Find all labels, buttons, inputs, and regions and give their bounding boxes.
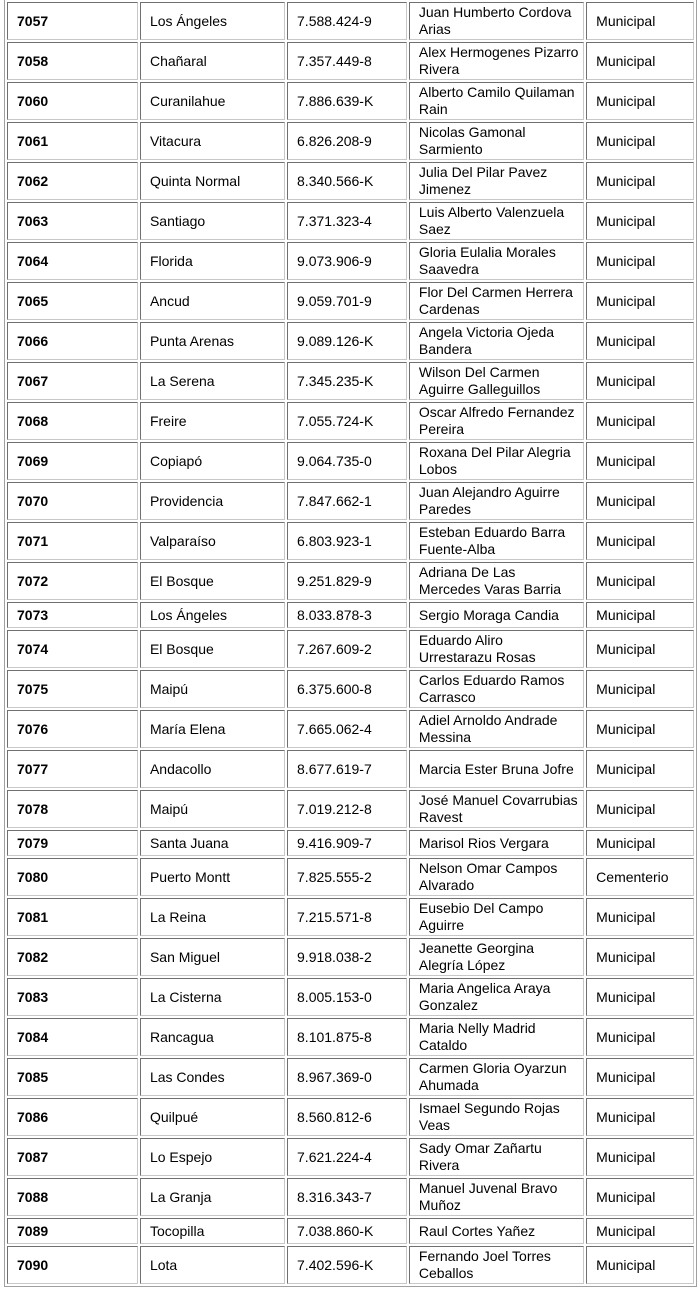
record-type-cell: Municipal (586, 82, 694, 120)
table-row (7, 1246, 694, 1284)
record-type-cell: Municipal (586, 830, 694, 856)
record-id-cell: 7062 (7, 162, 138, 200)
comuna-cell: Santiago (140, 202, 285, 240)
rut-cell: 7.357.449-8 (287, 42, 407, 80)
record-id-cell: 7089 (7, 1218, 138, 1244)
table-row (7, 710, 694, 748)
person-name-cell: Alberto Camilo Quilaman Rain (409, 82, 584, 120)
comuna-cell: Maipú (140, 790, 285, 828)
table-row (7, 122, 694, 160)
person-name-cell: Julia Del Pilar Pavez Jimenez (409, 162, 584, 200)
table-row (7, 938, 694, 976)
person-name-cell: Oscar Alfredo Fernandez Pereira (409, 402, 584, 440)
person-name-cell: Eduardo Aliro Urrestarazu Rosas (409, 630, 584, 668)
record-type-cell: Municipal (586, 790, 694, 828)
record-type-cell: Municipal (586, 978, 694, 1016)
comuna-cell: Providencia (140, 482, 285, 520)
comuna-cell: La Granja (140, 1178, 285, 1216)
table-row (7, 242, 694, 280)
table-row (7, 42, 694, 80)
record-type-cell: Municipal (586, 898, 694, 936)
person-name-cell: Gloria Eulalia Morales Saavedra (409, 242, 584, 280)
comuna-cell: Copiapó (140, 442, 285, 480)
record-id-cell: 7088 (7, 1178, 138, 1216)
record-id-cell: 7072 (7, 562, 138, 600)
rut-cell: 7.038.860-K (287, 1218, 407, 1244)
record-type-cell: Municipal (586, 938, 694, 976)
comuna-cell: Tocopilla (140, 1218, 285, 1244)
record-id-cell: 7090 (7, 1246, 138, 1284)
record-type-cell: Municipal (586, 402, 694, 440)
rut-cell: 8.560.812-6 (287, 1098, 407, 1136)
record-id-cell: 7067 (7, 362, 138, 400)
record-id-cell: 7073 (7, 602, 138, 628)
comuna-cell: Las Condes (140, 1058, 285, 1096)
comuna-cell: Andacollo (140, 750, 285, 788)
record-id-cell: 7061 (7, 122, 138, 160)
record-type-cell: Municipal (586, 282, 694, 320)
record-type-cell: Municipal (586, 670, 694, 708)
person-name-cell: Sergio Moraga Candia (409, 602, 584, 628)
rut-cell: 8.033.878-3 (287, 602, 407, 628)
table-row (7, 898, 694, 936)
record-type-cell: Municipal (586, 1098, 694, 1136)
rut-cell: 8.005.153-0 (287, 978, 407, 1016)
table-row (7, 630, 694, 668)
table-row (7, 1178, 694, 1216)
person-name-cell: José Manuel Covarrubias Ravest (409, 790, 584, 828)
table-row (7, 750, 694, 788)
record-type-cell: Cementerio (586, 858, 694, 896)
record-id-cell: 7057 (7, 2, 138, 40)
person-name-cell: Maria Nelly Madrid Cataldo (409, 1018, 584, 1056)
person-name-cell: Nicolas Gamonal Sarmiento (409, 122, 584, 160)
rut-cell: 9.064.735-0 (287, 442, 407, 480)
rut-cell: 7.215.571-8 (287, 898, 407, 936)
person-name-cell: Roxana Del Pilar Alegria Lobos (409, 442, 584, 480)
person-name-cell: Flor Del Carmen Herrera Cardenas (409, 282, 584, 320)
person-name-cell: Alex Hermogenes Pizarro Rivera (409, 42, 584, 80)
record-id-cell: 7058 (7, 42, 138, 80)
person-name-cell: Raul Cortes Yañez (409, 1218, 584, 1244)
rut-cell: 8.677.619-7 (287, 750, 407, 788)
record-id-cell: 7066 (7, 322, 138, 360)
record-id-cell: 7077 (7, 750, 138, 788)
record-type-cell: Municipal (586, 750, 694, 788)
table-row (7, 830, 694, 856)
table-row (7, 202, 694, 240)
comuna-cell: San Miguel (140, 938, 285, 976)
comuna-cell: La Serena (140, 362, 285, 400)
comuna-cell: Chañaral (140, 42, 285, 80)
records-table (4, 0, 697, 1287)
comuna-cell: El Bosque (140, 630, 285, 668)
record-type-cell: Municipal (586, 42, 694, 80)
record-type-cell: Municipal (586, 1218, 694, 1244)
record-id-cell: 7064 (7, 242, 138, 280)
table-row (7, 2, 694, 40)
rut-cell: 7.588.424-9 (287, 2, 407, 40)
record-id-cell: 7082 (7, 938, 138, 976)
rut-cell: 7.371.323-4 (287, 202, 407, 240)
record-type-cell: Municipal (586, 162, 694, 200)
rut-cell: 7.019.212-8 (287, 790, 407, 828)
rut-cell: 9.089.126-K (287, 322, 407, 360)
person-name-cell: Manuel Juvenal Bravo Muñoz (409, 1178, 584, 1216)
record-id-cell: 7076 (7, 710, 138, 748)
comuna-cell: Lo Espejo (140, 1138, 285, 1176)
records-table-body (7, 2, 694, 1284)
person-name-cell: Marcia Ester Bruna Jofre (409, 750, 584, 788)
record-type-cell: Municipal (586, 1058, 694, 1096)
table-row (7, 362, 694, 400)
record-type-cell: Municipal (586, 1018, 694, 1056)
person-name-cell: Maria Angelica Araya Gonzalez (409, 978, 584, 1016)
record-id-cell: 7086 (7, 1098, 138, 1136)
record-id-cell: 7060 (7, 82, 138, 120)
comuna-cell: Maipú (140, 670, 285, 708)
table-row (7, 522, 694, 560)
record-type-cell: Municipal (586, 482, 694, 520)
table-row (7, 482, 694, 520)
record-type-cell: Municipal (586, 1178, 694, 1216)
person-name-cell: Nelson Omar Campos Alvarado (409, 858, 584, 896)
table-row (7, 162, 694, 200)
record-id-cell: 7084 (7, 1018, 138, 1056)
person-name-cell: Adiel Arnoldo Andrade Messina (409, 710, 584, 748)
person-name-cell: Carlos Eduardo Ramos Carrasco (409, 670, 584, 708)
table-row (7, 602, 694, 628)
record-id-cell: 7081 (7, 898, 138, 936)
person-name-cell: Wilson Del Carmen Aguirre Galleguillos (409, 362, 584, 400)
table-row (7, 670, 694, 708)
rut-cell: 8.316.343-7 (287, 1178, 407, 1216)
record-id-cell: 7071 (7, 522, 138, 560)
rut-cell: 9.251.829-9 (287, 562, 407, 600)
rut-cell: 7.345.235-K (287, 362, 407, 400)
record-type-cell: Municipal (586, 322, 694, 360)
rut-cell: 8.101.875-8 (287, 1018, 407, 1056)
table-row (7, 790, 694, 828)
record-type-cell: Municipal (586, 1138, 694, 1176)
comuna-cell: La Reina (140, 898, 285, 936)
comuna-cell: Florida (140, 242, 285, 280)
record-type-cell: Municipal (586, 630, 694, 668)
comuna-cell: Rancagua (140, 1018, 285, 1056)
comuna-cell: Punta Arenas (140, 322, 285, 360)
record-id-cell: 7065 (7, 282, 138, 320)
rut-cell: 6.375.600-8 (287, 670, 407, 708)
record-type-cell: Municipal (586, 2, 694, 40)
rut-cell: 9.059.701-9 (287, 282, 407, 320)
comuna-cell: Los Ángeles (140, 2, 285, 40)
table-row (7, 1098, 694, 1136)
rut-cell: 7.055.724-K (287, 402, 407, 440)
record-id-cell: 7080 (7, 858, 138, 896)
person-name-cell: Ismael Segundo Rojas Veas (409, 1098, 584, 1136)
record-type-cell: Municipal (586, 562, 694, 600)
record-id-cell: 7068 (7, 402, 138, 440)
rut-cell: 9.416.909-7 (287, 830, 407, 856)
record-type-cell: Municipal (586, 1246, 694, 1284)
record-type-cell: Municipal (586, 122, 694, 160)
rut-cell: 9.073.906-9 (287, 242, 407, 280)
person-name-cell: Eusebio Del Campo Aguirre (409, 898, 584, 936)
comuna-cell: Quilpué (140, 1098, 285, 1136)
person-name-cell: Esteban Eduardo Barra Fuente-Alba (409, 522, 584, 560)
person-name-cell: Fernando Joel Torres Ceballos (409, 1246, 584, 1284)
person-name-cell: Carmen Gloria Oyarzun Ahumada (409, 1058, 584, 1096)
person-name-cell: Juan Alejandro Aguirre Paredes (409, 482, 584, 520)
table-row (7, 322, 694, 360)
person-name-cell: Adriana De Las Mercedes Varas Barria (409, 562, 584, 600)
rut-cell: 8.340.566-K (287, 162, 407, 200)
record-type-cell: Municipal (586, 242, 694, 280)
table-row (7, 402, 694, 440)
record-id-cell: 7070 (7, 482, 138, 520)
record-type-cell: Municipal (586, 602, 694, 628)
record-id-cell: 7069 (7, 442, 138, 480)
person-name-cell: Marisol Rios Vergara (409, 830, 584, 856)
comuna-cell: Curanilahue (140, 82, 285, 120)
table-row (7, 1018, 694, 1056)
rut-cell: 7.886.639-K (287, 82, 407, 120)
record-id-cell: 7063 (7, 202, 138, 240)
comuna-cell: Puerto Montt (140, 858, 285, 896)
record-type-cell: Municipal (586, 522, 694, 560)
comuna-cell: María Elena (140, 710, 285, 748)
record-type-cell: Municipal (586, 442, 694, 480)
comuna-cell: Vitacura (140, 122, 285, 160)
rut-cell: 9.918.038-2 (287, 938, 407, 976)
table-row (7, 858, 694, 896)
record-type-cell: Municipal (586, 362, 694, 400)
rut-cell: 6.803.923-1 (287, 522, 407, 560)
comuna-cell: Santa Juana (140, 830, 285, 856)
table-row (7, 282, 694, 320)
comuna-cell: Valparaíso (140, 522, 285, 560)
person-name-cell: Sady Omar Zañartu Rivera (409, 1138, 584, 1176)
comuna-cell: Freire (140, 402, 285, 440)
rut-cell: 7.402.596-K (287, 1246, 407, 1284)
rut-cell: 6.826.208-9 (287, 122, 407, 160)
table-row (7, 82, 694, 120)
record-type-cell: Municipal (586, 710, 694, 748)
record-id-cell: 7083 (7, 978, 138, 1016)
comuna-cell: El Bosque (140, 562, 285, 600)
table-row (7, 1138, 694, 1176)
table-row (7, 562, 694, 600)
comuna-cell: Quinta Normal (140, 162, 285, 200)
comuna-cell: Los Ángeles (140, 602, 285, 628)
person-name-cell: Juan Humberto Cordova Arias (409, 2, 584, 40)
person-name-cell: Angela Victoria Ojeda Bandera (409, 322, 584, 360)
rut-cell: 7.665.062-4 (287, 710, 407, 748)
rut-cell: 7.825.555-2 (287, 858, 407, 896)
rut-cell: 7.847.662-1 (287, 482, 407, 520)
rut-cell: 8.967.369-0 (287, 1058, 407, 1096)
record-id-cell: 7079 (7, 830, 138, 856)
record-id-cell: 7085 (7, 1058, 138, 1096)
record-id-cell: 7074 (7, 630, 138, 668)
record-id-cell: 7075 (7, 670, 138, 708)
table-row (7, 978, 694, 1016)
comuna-cell: Ancud (140, 282, 285, 320)
table-row (7, 442, 694, 480)
person-name-cell: Jeanette Georgina Alegría López (409, 938, 584, 976)
rut-cell: 7.267.609-2 (287, 630, 407, 668)
rut-cell: 7.621.224-4 (287, 1138, 407, 1176)
record-id-cell: 7078 (7, 790, 138, 828)
record-id-cell: 7087 (7, 1138, 138, 1176)
comuna-cell: Lota (140, 1246, 285, 1284)
table-row (7, 1218, 694, 1244)
table-row (7, 1058, 694, 1096)
record-type-cell: Municipal (586, 202, 694, 240)
person-name-cell: Luis Alberto Valenzuela Saez (409, 202, 584, 240)
comuna-cell: La Cisterna (140, 978, 285, 1016)
